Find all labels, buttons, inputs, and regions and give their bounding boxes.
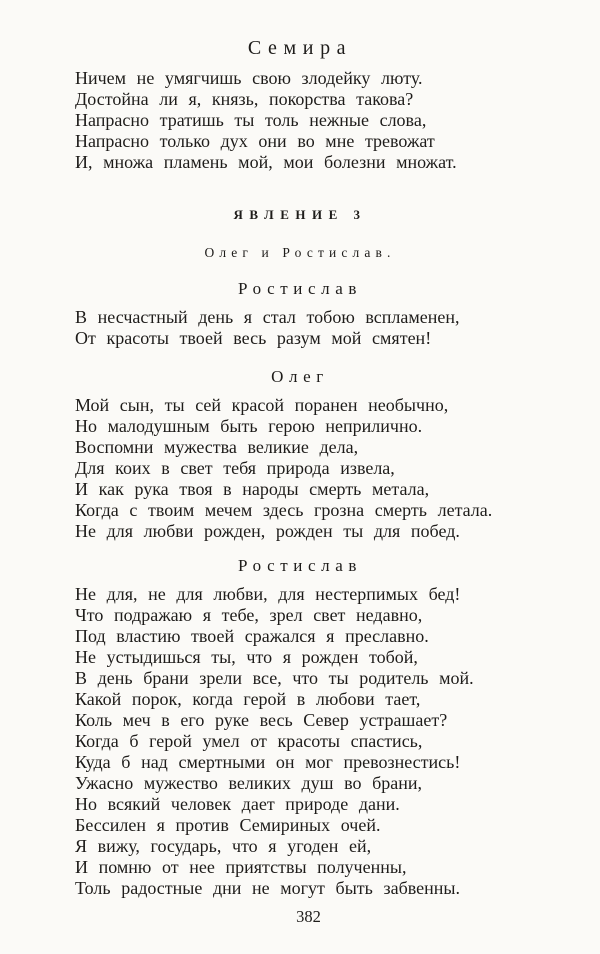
verse-line: Воспомни мужества великие дела,: [75, 437, 359, 457]
scene-heading: ЯВЛЕНИЕ 3: [233, 207, 367, 222]
verse-line: Что подражаю я тебе, зрел свет недавно,: [75, 605, 423, 625]
stanza-oleg: [75, 395, 542, 542]
verse-line: Напрасно только дух они во мне тревожат: [75, 131, 435, 151]
verse-line: От красоты твоей весь разум мой смятен!: [75, 328, 432, 348]
stage-direction: Олег и Ростислав.: [204, 245, 396, 260]
stanza-semira: [75, 68, 542, 173]
speaker-heading-semira: Семира: [247, 37, 353, 59]
verse-line: Не для любви рожден, рожден ты для побед.: [75, 521, 460, 541]
verse-line: Когда с твоим мечем здесь грозна смерть летала.: [75, 500, 493, 520]
verse-line: Но всякий человек дает природе дани.: [75, 794, 400, 814]
verse-line: В день брани зрели все, что ты родитель мой.: [75, 668, 474, 688]
verse-line: И, множа пламень мой, мои болезни множат.: [75, 152, 457, 172]
page-number: 382: [296, 907, 321, 926]
verse-line: В несчастный день я стал тобою вспламенен,: [75, 307, 460, 327]
verse-line: Когда б герой умел от красоты спастись,: [75, 731, 423, 751]
stanza-rostislav-1: [75, 307, 542, 349]
verse-line: Толь радостные дни не могут быть забвенны.: [75, 878, 460, 898]
verse-line: Не для, не для любви, для нестерпимых бед!: [75, 584, 461, 604]
verse-line: Мой сын, ты сей красой поранен необычно,: [75, 395, 449, 415]
speaker-heading-rostislav-1: Ростислав: [237, 279, 363, 298]
verse-line: Не устыдишься ты, что я рожден тобой,: [75, 647, 418, 667]
verse-line: Под властию твоей сражался я преславно.: [75, 626, 429, 646]
verse-line: Но малодушным быть герою неприлично.: [75, 416, 423, 436]
verse-line: Коль меч в его руке весь Север устрашает?: [75, 710, 448, 730]
verse-line: Ужасно мужество великих душ во брани,: [75, 773, 423, 793]
verse-line: Я вижу, государь, что я угоден ей,: [75, 836, 372, 856]
verse-line: Достойна ли я, князь, покорства такова?: [75, 89, 414, 109]
verse-line: Для коих в свет тебя природа извела,: [75, 458, 395, 478]
verse-line: И помню от нее приятствы полученны,: [75, 857, 407, 877]
speaker-heading-rostislav-2: Ростислав: [237, 556, 363, 575]
verse-line: Напрасно тратишь ты толь нежные слова,: [75, 110, 427, 130]
verse-line: Какой порок, когда герой в любови тает,: [75, 689, 421, 709]
speaker-heading-oleg: Олег: [271, 367, 329, 386]
verse-line: Ничем не умягчишь свою злодейку люту.: [75, 68, 423, 88]
verse-line: Бессилен я против Семириных очей.: [75, 815, 381, 835]
verse-line: И как рука твоя в народы смерть метала,: [75, 479, 430, 499]
stanza-rostislav-2: [75, 584, 542, 899]
verse-line: Куда б над смертными он мог превознестись!: [75, 752, 461, 772]
